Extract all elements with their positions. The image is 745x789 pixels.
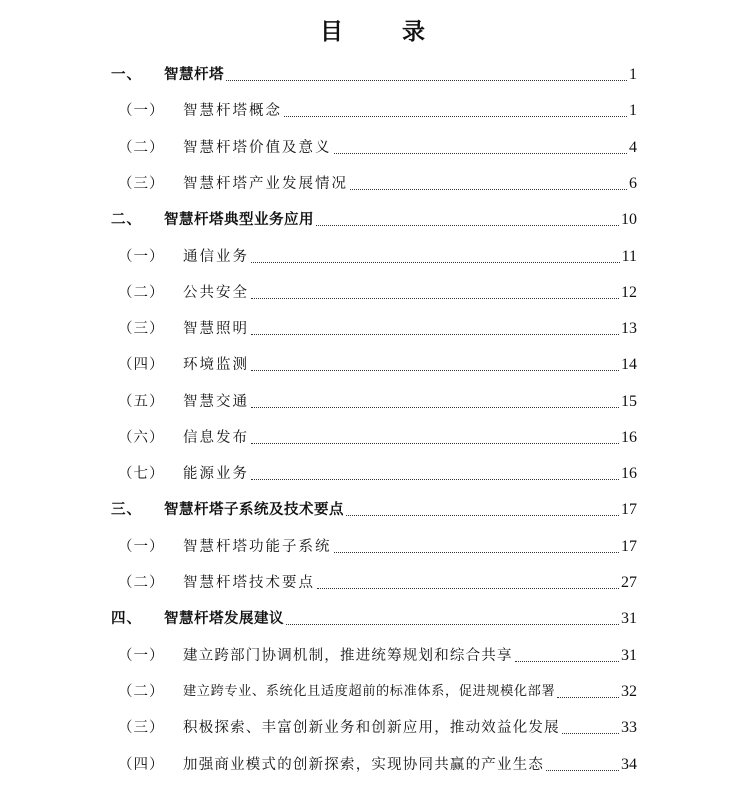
dot-leader [350, 189, 627, 190]
dot-leader [317, 588, 619, 589]
toc-entry-number: （一） [118, 249, 165, 265]
toc-entry-title: 智慧照明 [183, 321, 249, 337]
toc-entry-title: 智慧杆塔概念 [183, 103, 282, 119]
toc-entry-number: （二） [118, 575, 165, 591]
toc-entry-number: 三、 [111, 502, 142, 518]
dot-leader [226, 80, 627, 81]
toc-entry-number: （一） [118, 103, 165, 119]
toc-entry-page: 1 [629, 102, 637, 119]
dot-leader [251, 443, 619, 444]
toc-entry-number: （三） [118, 720, 165, 736]
toc-entry-page: 34 [621, 756, 637, 773]
toc-entry-section-1-2[interactable] [118, 136, 637, 160]
toc-entry-section-3-2[interactable] [118, 571, 637, 595]
dot-leader [286, 624, 619, 625]
toc-entry-chapter-1[interactable] [111, 63, 637, 87]
toc-entry-title: 建立跨专业、系统化且适度超前的标准体系，促进规模化部署 [183, 684, 556, 699]
toc-entry-section-2-3[interactable] [118, 317, 637, 341]
toc-entry-number: （二） [118, 285, 165, 301]
dot-leader [251, 298, 619, 299]
toc-entry-page: 27 [621, 574, 637, 591]
toc-entry-number: （四） [118, 757, 165, 773]
toc-entry-number: （六） [118, 430, 165, 446]
toc-entry-number: （二） [118, 140, 165, 156]
toc-entry-page: 6 [629, 175, 637, 192]
dot-leader [546, 770, 619, 771]
toc-entry-page: 32 [621, 683, 637, 700]
toc-entry-page: 11 [621, 248, 637, 265]
toc-entry-page: 16 [621, 465, 637, 482]
toc-entry-section-4-1[interactable] [118, 644, 637, 668]
toc-entry-title: 公共安全 [183, 285, 249, 301]
dot-leader [334, 153, 628, 154]
toc-entry-number: （三） [118, 321, 165, 337]
toc-entry-title: 积极探索、丰富创新业务和创新应用，推动效益化发展 [183, 720, 560, 736]
dot-leader [562, 733, 619, 734]
toc-entry-section-2-2[interactable] [118, 281, 637, 305]
toc-entry-title: 智慧杆塔发展建议 [164, 611, 284, 627]
toc-entry-title: 智慧杆塔 [164, 67, 224, 83]
toc-entry-section-2-7[interactable] [118, 462, 637, 486]
toc-entry-section-4-3[interactable] [118, 716, 637, 740]
dot-leader [334, 552, 620, 553]
toc-entry-title: 智慧交通 [183, 394, 249, 410]
toc-entry-number: 二、 [111, 212, 142, 228]
toc-entry-section-1-3[interactable] [118, 172, 637, 196]
toc-entry-section-3-1[interactable] [118, 535, 637, 559]
toc-entry-page: 17 [621, 501, 637, 518]
toc-entry-number: （五） [118, 394, 165, 410]
toc-entry-number: 一、 [111, 67, 142, 83]
toc-entry-title: 能源业务 [183, 466, 249, 482]
toc-entry-number: （一） [118, 539, 165, 555]
toc-title: 目 录 [320, 19, 443, 45]
toc-entry-section-2-5[interactable] [118, 390, 637, 414]
toc-entry-section-2-1[interactable] [118, 245, 637, 269]
dot-leader [251, 479, 619, 480]
toc-entry-number: （二） [118, 684, 165, 700]
toc-entry-section-2-4[interactable] [118, 353, 637, 377]
toc-entry-title: 智慧杆塔典型业务应用 [164, 212, 314, 228]
toc-entry-title: 智慧杆塔功能子系统 [183, 539, 332, 555]
toc-entry-page: 17 [621, 538, 637, 555]
toc-entry-title: 加强商业模式的创新探索，实现协同共赢的产业生态 [183, 757, 545, 773]
dot-leader [316, 225, 619, 226]
toc-entry-title: 智慧杆塔价值及意义 [183, 140, 332, 156]
toc-entry-chapter-4[interactable] [111, 607, 637, 631]
toc-entry-page: 31 [621, 610, 637, 627]
toc-entry-page: 33 [621, 719, 637, 736]
toc-entry-page: 16 [621, 429, 637, 446]
toc-entry-page: 31 [621, 647, 637, 664]
toc-entry-chapter-2[interactable] [111, 208, 637, 232]
dot-leader [515, 661, 619, 662]
dot-leader [251, 370, 619, 371]
dot-leader [346, 515, 619, 516]
toc-entry-title: 建立跨部门协调机制，推进统筹规划和综合共享 [183, 648, 513, 664]
toc-entry-section-1-1[interactable] [118, 99, 637, 123]
toc-entry-title: 环境监测 [183, 357, 249, 373]
dot-leader [284, 116, 627, 117]
dot-leader [557, 697, 619, 698]
dot-leader [251, 334, 619, 335]
toc-entry-page: 1 [629, 66, 637, 83]
toc-entry-section-4-4[interactable] [118, 753, 637, 777]
toc-entry-number: （三） [118, 176, 165, 192]
toc-entry-number: （七） [118, 466, 165, 482]
toc-entry-page: 12 [621, 284, 637, 301]
toc-entry-page: 4 [629, 139, 637, 156]
toc-entry-title: 智慧杆塔产业发展情况 [183, 176, 348, 192]
dot-leader [251, 262, 620, 263]
toc-entry-page: 13 [621, 320, 637, 337]
toc-entry-chapter-3[interactable] [111, 498, 637, 522]
toc-entry-section-2-6[interactable] [118, 426, 637, 450]
toc-entry-page: 15 [621, 393, 637, 410]
dot-leader [251, 407, 619, 408]
toc-entry-title: 信息发布 [183, 430, 249, 446]
toc-entry-page: 10 [621, 211, 637, 228]
toc-entry-title: 通信业务 [183, 249, 249, 265]
toc-entry-number: 四、 [111, 611, 142, 627]
toc-entry-section-4-2[interactable] [118, 680, 637, 704]
toc-entry-title: 智慧杆塔技术要点 [183, 575, 315, 591]
toc-entry-page: 14 [621, 356, 637, 373]
toc-entry-number: （一） [118, 648, 165, 664]
toc-entry-title: 智慧杆塔子系统及技术要点 [164, 502, 344, 518]
toc-entry-number: （四） [118, 357, 165, 373]
